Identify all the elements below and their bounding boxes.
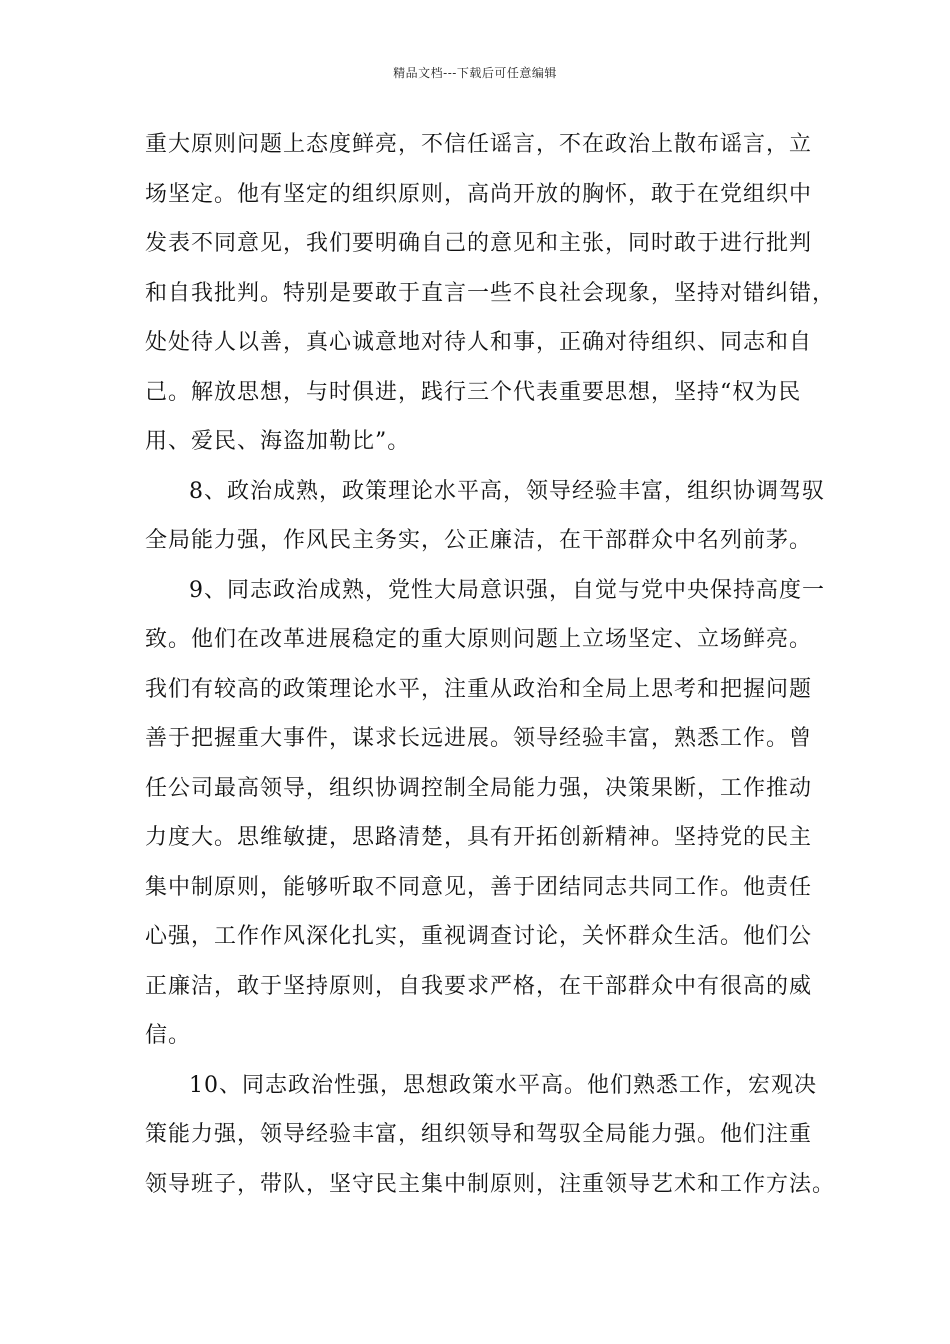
text-line: 策能力强，领导经验丰富，组织领导和驾驭全局能力强。他们注重	[145, 1122, 813, 1147]
paragraph-first-line: 9、同志政治成熟，党性大局意识强，自觉与党中央保持高度一	[189, 577, 825, 603]
text-line: 和自我批判。特别是要敢于直言一些不良社会现象，坚持对错纠错，	[145, 280, 836, 306]
text-line: 领导班子，带队，坚守民主集中制原则，注重领导艺术和工作方法。	[145, 1171, 836, 1197]
text-line: 全局能力强，作风民主务实，公正廉洁，在干部群众中名列前茅。	[145, 528, 813, 553]
text-line: 心强，工作作风深化扎实，重视调查讨论，关怀群众生活。他们公	[145, 924, 813, 949]
text-line: 力度大。思维敏捷，思路清楚，具有开拓创新精神。坚持党的民主	[145, 825, 813, 850]
paragraph-first-line: 8、政治成熟，政策理论水平高，领导经验丰富，组织协调驾驭	[189, 478, 825, 504]
text-line: 任公司最高领导，组织协调控制全局能力强，决策果断，工作推动	[145, 775, 813, 801]
text-line: 处处待人以善，真心诚意地对待人和事，正确对待组织、同志和自	[145, 330, 813, 355]
text-line: 集中制原则，能够听取不同意见，善于团结同志共同工作。他责任	[145, 874, 813, 900]
text-line: 用、爱民、海盗加勒比”。	[145, 429, 411, 454]
text-line: 重大原则问题上态度鲜亮，不信任谣言，不在政治上散布谣言，立	[145, 132, 813, 157]
text-line: 致。他们在改革进展稳定的重大原则问题上立场坚定、立场鲜亮。	[145, 627, 813, 652]
paragraph-first-line: 10、同志政治性强，思想政策水平高。他们熟悉工作，宏观决	[189, 1072, 817, 1098]
text-line: 善于把握重大事件，谋求长远进展。领导经验丰富，熟悉工作。曾	[145, 726, 813, 751]
text-line: 发表不同意见，我们要明确自己的意见和主张，同时敢于进行批判	[145, 231, 813, 256]
text-line: 正廉洁，敢于坚持原则，自我要求严格，在干部群众中有很高的威	[145, 973, 813, 999]
text-line: 我们有较高的政策理论水平，注重从政治和全局上思考和把握问题	[145, 676, 813, 702]
text-line: 己。解放思想，与时俱进，践行三个代表重要思想，坚持“权为民	[145, 379, 802, 405]
text-line: 信。	[145, 1023, 192, 1048]
page-header: 精品文档---下载后可任意编辑	[393, 66, 557, 80]
text-line: 场坚定。他有坚定的组织原则，高尚开放的胸怀，敢于在党组织中	[145, 181, 813, 207]
